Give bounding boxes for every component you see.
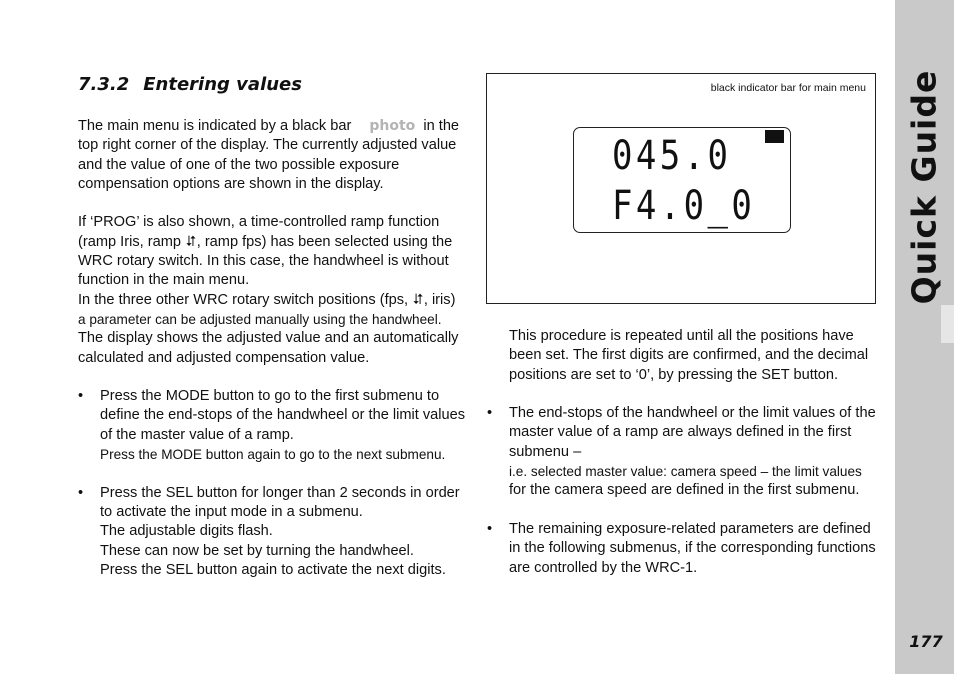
section-number: 7.3.2: [78, 74, 130, 95]
lcd-value-line: 045.0: [612, 133, 732, 179]
figure-caption: black indicator bar for main menu: [710, 82, 866, 94]
list-item-text: • Press the MODE button to go to the first submenu to define the end-stops of the handwheel or the limit values of the master value of a ramp.: [100, 388, 466, 443]
paragraph-text: in the top right corner of the display. The currently adjusted value and the value of one of the two possible exposure compensation options are shown in the display.: [78, 118, 460, 192]
right-column: [487, 327, 882, 578]
paragraph-prog: If ‘PROG’ is also shown, a time-controlled ramp function (ramp Iris, ramp ⮃, ramp fps) has been selected using the WRC rotary switch. In this case, the handwheel is without function in the main menu.: [78, 214, 453, 289]
paragraph-rotary-c: The display shows the adjusted value and an automatically calculated and adjusted compensation value.: [78, 330, 459, 366]
list-item-subtext: The adjustable digits flash.: [100, 523, 273, 540]
section-heading: [78, 74, 302, 95]
sidebar-title: Quick Guide: [904, 69, 944, 305]
left-column: [78, 117, 473, 580]
list-item-text: • The end-stops of the handwheel or the limit values of the master value of a ramp are always defined in the first submenu –: [509, 405, 876, 460]
lcd-fstop-line: F4.0_0: [612, 183, 756, 229]
list-item-subtext: i.e. selected master value: camera speed – the limit values: [509, 464, 862, 480]
sidebar-tab: [941, 305, 954, 343]
list-item-subtext: These can now be set by turning the handwheel.: [100, 542, 414, 559]
lcd-display: [573, 127, 791, 233]
paragraph-procedure: This procedure is repeated until all the positions have been set. The first digits are confirmed, and the decimal positions are set to ‘0’, by pressing the SET button.: [509, 328, 869, 383]
paragraph-main-menu: [78, 117, 473, 194]
list-item: [78, 484, 473, 580]
display-figure: [486, 73, 876, 304]
paragraph-rotary-a: In the three other WRC rotary switch positions (fps, ⮃, iris): [78, 291, 456, 308]
paragraph-rotary-b: a parameter can be adjusted manually using the handwheel.: [78, 311, 442, 327]
list-item-subtext: Press the SEL button again to activate the next digits.: [100, 561, 446, 578]
photo-placeholder: photo: [369, 118, 416, 134]
page-number: 177: [909, 632, 943, 651]
list-item-subtext: for the camera speed are defined in the first submenu.: [509, 482, 860, 499]
sidebar-title-wrap: [895, 0, 954, 305]
list-item: [487, 404, 882, 500]
menu-indicator-bar: [765, 130, 784, 143]
list-item-text: • Press the SEL button for longer than 2 seconds in order to activate the input mode in a submenu.: [100, 484, 460, 520]
list-item-text: • The remaining exposure-related parameters are defined in the following submenus, if the corresponding functions are controlled by the WRC-1.: [509, 520, 876, 576]
list-item: [78, 387, 473, 464]
sidebar: [895, 0, 954, 674]
section-title: Entering values: [143, 74, 302, 95]
list-item: [487, 520, 882, 578]
paragraph-text: The main menu is indicated by a black bar: [78, 118, 352, 134]
list-item-subtext: Press the MODE button again to go to the next submenu.: [100, 447, 446, 463]
